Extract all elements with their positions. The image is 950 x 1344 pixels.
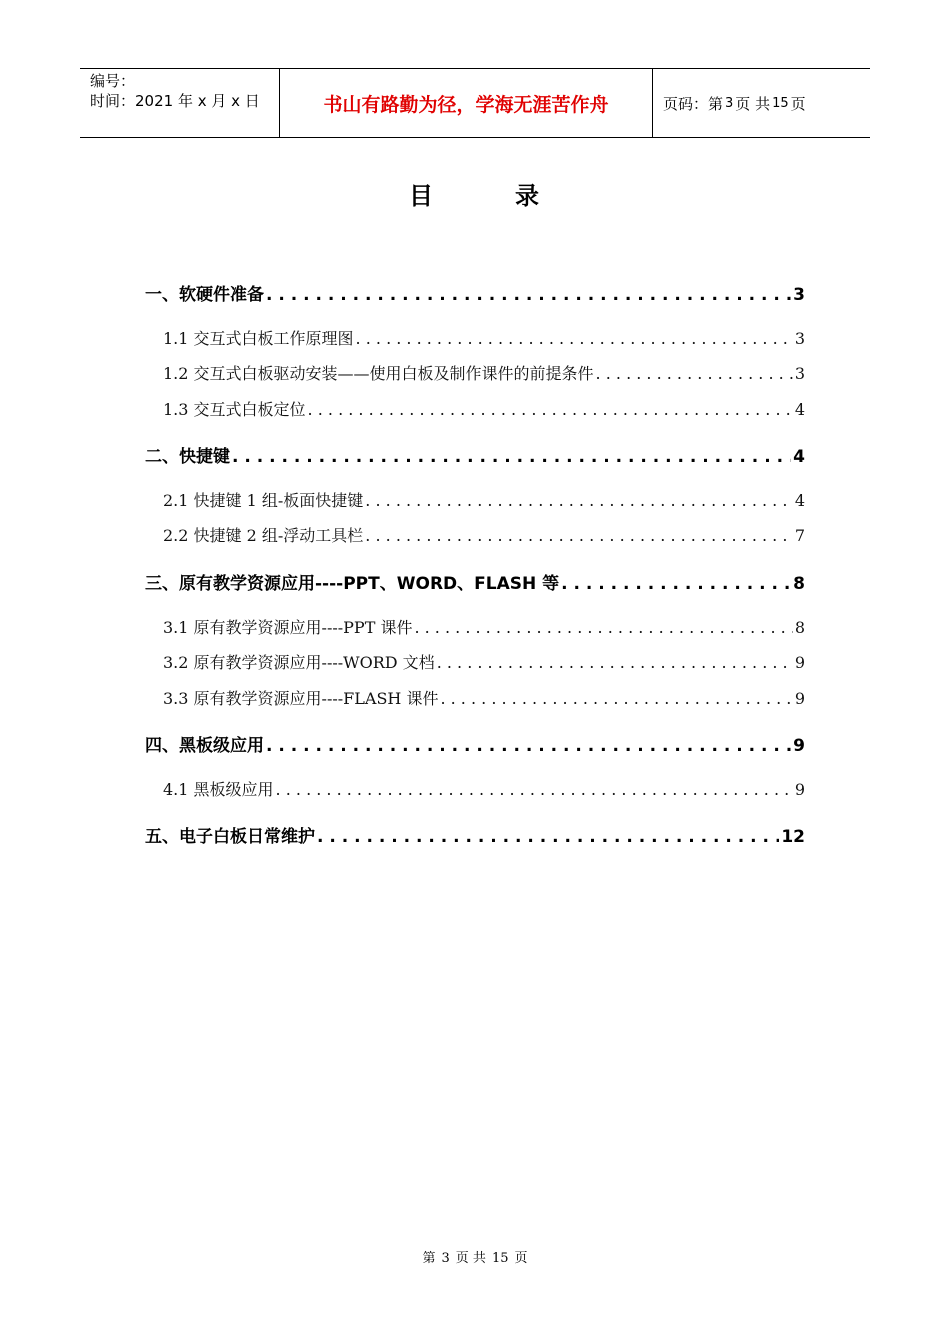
toc-leader-dots [232, 447, 791, 467]
toc-entry[interactable] [145, 442, 805, 467]
toc-entry-label: 二、快捷键 [145, 447, 230, 467]
toc-entry-label: 2.1 快捷键 1 组-板面快捷键 [163, 491, 364, 510]
toc-entry-page: 9 [794, 689, 805, 708]
header-page-mid: 页 共 [735, 94, 771, 113]
doc-number-label: 编号： [90, 72, 136, 90]
header-page-total: 15 [772, 95, 789, 111]
toc-entry-page: 4 [793, 447, 805, 467]
toc-entry-page: 8 [793, 574, 805, 594]
title-char-1: 目 [409, 182, 435, 210]
toc-entry-label: 3.3 原有教学资源应用----FLASH 课件 [163, 689, 439, 708]
toc-entry[interactable] [163, 361, 805, 384]
header-motto: 书山有路勤为径，学海无涯苦作舟 [280, 69, 653, 137]
toc-entry-page: 9 [794, 780, 805, 799]
title-char-2: 录 [515, 182, 541, 210]
toc-entry-page: 4 [794, 400, 805, 419]
toc-entry-label: 四、黑板级应用 [145, 736, 264, 756]
header-page-prefix: 页码：第 [663, 94, 724, 113]
toc-entry[interactable] [145, 731, 805, 756]
toc-leader-dots [365, 526, 793, 545]
toc-entry-page: 7 [794, 526, 805, 545]
header-page-info [653, 69, 870, 137]
toc-entry-label: 3.1 原有教学资源应用----PPT 课件 [163, 618, 413, 637]
toc-entry-page: 9 [793, 736, 805, 756]
header-meta [80, 69, 280, 137]
toc-entry[interactable] [163, 397, 805, 420]
doc-time-label: 时间：2021 年 x 月 x 日 [90, 92, 260, 110]
toc-leader-dots [365, 491, 793, 510]
toc-entry[interactable] [163, 523, 805, 546]
toc-entry[interactable] [163, 686, 805, 709]
toc-leader-dots [437, 653, 793, 672]
toc-entry[interactable] [145, 822, 805, 847]
footer-mid: 页 共 [455, 1251, 486, 1266]
toc-leader-dots [356, 329, 793, 348]
toc-entry-label: 三、原有教学资源应用----PPT、WORD、FLASH 等 [145, 574, 560, 594]
toc-leader-dots [317, 827, 779, 847]
toc-entry-page: 8 [794, 618, 805, 637]
toc-leader-dots [440, 689, 792, 708]
toc-leader-dots [266, 285, 791, 305]
header-page-suffix: 页 [790, 94, 806, 113]
toc-entry[interactable] [163, 777, 805, 800]
toc-leader-dots [276, 780, 793, 799]
header-page-current: 3 [725, 95, 734, 111]
page-title [0, 176, 950, 211]
toc-entry[interactable] [145, 569, 805, 594]
toc-entry-page: 12 [781, 827, 805, 847]
toc-leader-dots [266, 736, 791, 756]
page-header [80, 68, 870, 138]
toc-entry-page: 3 [793, 285, 805, 305]
toc-entry-label: 一、软硬件准备 [145, 285, 264, 305]
toc-entry[interactable] [163, 615, 805, 638]
toc-entry-page: 4 [794, 491, 805, 510]
footer-prefix: 第 [422, 1251, 436, 1266]
toc-entry-label: 3.2 原有教学资源应用----WORD 文档 [163, 653, 435, 672]
toc-entry-label: 2.2 快捷键 2 组-浮动工具栏 [163, 526, 364, 545]
toc-entry-label: 1.3 交互式白板定位 [163, 400, 306, 419]
footer-current: 3 [441, 1251, 450, 1266]
toc-leader-dots [561, 574, 791, 594]
toc-entry-label: 五、电子白板日常维护 [145, 827, 315, 847]
toc-leader-dots [596, 364, 793, 383]
toc-entry-page: 9 [794, 653, 805, 672]
toc-entry[interactable] [163, 488, 805, 511]
toc-leader-dots [308, 400, 793, 419]
toc-entry-page: 3 [794, 329, 805, 348]
footer-total: 15 [491, 1251, 509, 1266]
toc-entry-page: 3 [794, 364, 805, 383]
toc-entry-label: 1.2 交互式白板驱动安装——使用白板及制作课件的前提条件 [163, 364, 594, 383]
toc-entry[interactable] [163, 326, 805, 349]
toc-leader-dots [414, 618, 792, 637]
toc-entry[interactable] [145, 280, 805, 305]
toc-entry[interactable] [163, 650, 805, 673]
footer-suffix: 页 [514, 1251, 528, 1266]
toc-entry-label: 4.1 黑板级应用 [163, 780, 274, 799]
page-footer [0, 1247, 950, 1266]
toc-entry-label: 1.1 交互式白板工作原理图 [163, 329, 354, 348]
